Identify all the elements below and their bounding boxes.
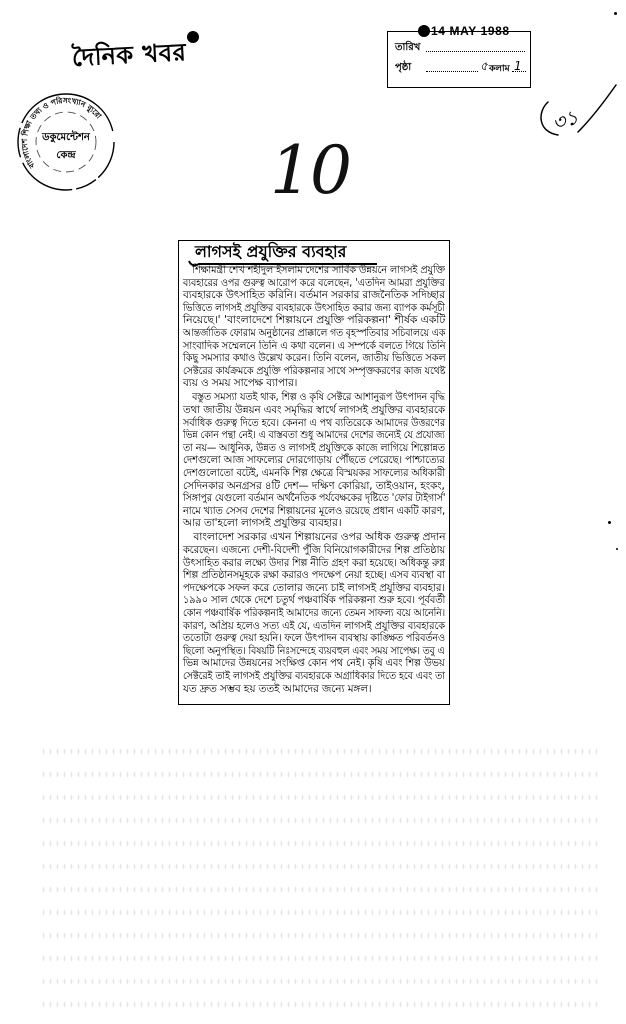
article-line: করেছেন। এজন্যে দেশী-বিদেশী পুঁজি বিনিয়োগকারীদের শিল্প প্রতিষ্ঠায় — [183, 544, 446, 557]
article-line: ভিন্ন কোন পন্থা নেই। এ বাস্তবতা শুধু আমাদের দেশের জন্যেই যে প্রযোজ্য — [183, 429, 445, 442]
article-line: আন্তর্জাতিক ফোরাম অনুষ্ঠানের প্রাক্কালে গত বৃহস্পতিবার সচিবালয়ে এক — [183, 326, 446, 339]
article-line: সিঙ্গাপুর যেগুলো বর্তমান অর্থনৈতিক পর্যবেক্ষকের দৃষ্টিতে 'ফোর টাইগার্স' — [183, 492, 446, 505]
newspaper-masthead: দৈনিক খবর — [71, 38, 187, 72]
stamp-center-line2: কেন্দ্র — [56, 150, 76, 161]
column-value: 1 — [514, 59, 522, 73]
show-through-speckle — [40, 740, 600, 1010]
article-line: যত দ্রুত সম্ভব হয় ততই আমাদের জন্যে মঙ্গল। — [183, 682, 372, 695]
article-line: ভিত্তিতে লাগসই প্রযুক্তির ব্যবহারকে উৎসাহিত করার জন্য ব্যাপক কর্মসূচী — [183, 301, 445, 314]
page-value: ৫ — [480, 59, 488, 73]
date-leader — [426, 51, 525, 52]
article-line: ততোটা গুরুত্ব দেয়া হয়নি। ফলে উৎপাদন ব্যবস্থায় কাঙ্ক্ষিত পরিবর্তনও — [183, 632, 445, 645]
scan-speck — [616, 548, 618, 550]
article-line: ভিন্ন আমাদের উন্নয়নের সংক্ষিপ্ত কোন পথ নেই। কৃষি এবং শিল্প উভয় — [183, 657, 445, 670]
filing-box — [387, 31, 531, 88]
folio-number: ৩১ — [549, 104, 582, 136]
stamp-ring-text: বাংলাদেশ শিক্ষা তথ্য ও পরিসংখ্যান ব্যুরো — [19, 95, 104, 170]
article-line: শিক্ষামন্ত্রী শেখ শহীদুল ইসলাম দেশের সার্বিক উন্নয়নে লাগসই প্রযুক্তি — [192, 264, 445, 276]
article-line: ১৯৯০ সাল থেকে দেশে চতুর্থ পঞ্চবার্ষিক পরিকল্পনা শুরু হবে। পূর্ববর্তী — [183, 594, 446, 607]
article-line: দেশগুলো আজ সাফল্যের দোরগোড়ায় পৌঁছতে পেরেছে। পাশ্চাত্যের — [183, 454, 445, 467]
documentation-centre-stamp — [16, 84, 116, 196]
article-line: বস্তুত সমস্যা যতই থাক, শিল্প ও কৃষি সেক্টরে আশানুরূপ উৎপাদন বৃদ্ধি — [192, 391, 445, 404]
article-line: ছিলো অনুপস্থিত। বিষয়টি নিঃসন্দেহে ব্যয়বহুল এবং সময় সাপেক্ষ। তবু এ — [183, 644, 445, 657]
article-line: ব্যবহারের ওপর গুরুত্ব আরোপ করে বলেছেন, 'এতদিন আমরা প্রযুক্তির — [183, 276, 445, 289]
article-clipping — [178, 240, 450, 705]
date-stamp: 14 MAY 1988 — [431, 24, 510, 38]
article-line: তা নয়— আধুনিক, উন্নত ও লাগসই প্রযুক্তিকে কাজে লাগিয়ে শিল্পোন্নত — [183, 441, 445, 454]
article-line: নামে খ্যাত সেসব দেশের শিল্পায়নের মূলেও রয়েছে প্রধান একটি কারণ, — [183, 504, 446, 517]
scan-speck — [608, 521, 611, 524]
article-title: লাগসই প্রযুক্তির ব্যবহার — [195, 242, 347, 261]
handwritten-clip-number: 10 — [270, 132, 350, 209]
article-line: তথা জাতীয় উন্নয়ন এবং সমৃদ্ধির স্বার্থে লাগসই প্রযুক্তির ব্যবহারকে — [183, 404, 445, 417]
article-line: পদক্ষেপকে সফল করে তোলার জন্যে চাই লাগসই প্রযুক্তির ব্যবহার। — [183, 581, 445, 594]
article-line: কোন পঞ্চবার্ষিক পরিকল্পনাই আমাদের জন্যে তেমন সাফল্য বয়ে আনেনি। — [183, 607, 446, 620]
article-line: কারণ, অপ্রিয় হলেও সত্য এই যে, এতদিন লাগসই প্রযুক্তির ব্যবহারকে — [183, 619, 446, 632]
column-label: কলাম — [489, 64, 510, 74]
article-line: ব্যয় ও সময় সাপেক্ষ ব্যাপার। — [183, 377, 298, 390]
article-line: দেশগুলোতো বটেই, এমনকি শিল্প ক্ষেত্রে বিস্ময়কর সাফল্যের অধিকারী — [183, 467, 446, 479]
stamp-center-line1: ডকুমেন্টেশন — [42, 132, 90, 143]
ink-dot — [187, 31, 199, 43]
article-line: আর তা'হলো লাগসই প্রযুক্তির ব্যবহার। — [183, 517, 342, 530]
article-line: সেদিনকার অনগ্রসর ৪টি দেশ— দক্ষিণ কোরিয়া, তাইওয়ান, হংকং, — [183, 479, 445, 492]
article-line: ব্যবহারকে উৎসাহিত করিনি। বর্তমান সরকার রাজনৈতিক সদিচ্ছার — [183, 289, 445, 302]
article-line: উৎসাহিত করার লক্ষ্যে উদার শিল্প নীতি গ্রহণ করা হয়েছে। অধিকন্তু রুগ্ন — [183, 556, 445, 569]
article-paragraph — [183, 531, 445, 695]
article-line: কিছু সমস্যার কথাও উল্লেখ করেন। তিনি বলেন, জাতীয় ভিত্তিতে সকল — [183, 352, 446, 365]
article-line: সর্বাধিক গুরুত্ব দিতে হবে। কেননা এ পথ ব্যতিরেকে আমাদের উত্তরণের — [183, 416, 446, 429]
article-body — [183, 264, 445, 695]
article-line: সাংবাদিক সম্মেলনে তিনি এ কথা বলেন। এ সম্পর্কে বলতে গিয়ে তিনি — [183, 339, 446, 352]
scan-speck — [614, 12, 617, 15]
date-stamp-dot — [418, 25, 430, 37]
article-paragraph — [183, 391, 445, 530]
article-line: শিল্প প্রতিষ্ঠানসমূহকে রক্ষা করারও পদক্ষেপ নেয়া হচ্ছে। এসব ব্যবস্থা বা — [183, 569, 445, 582]
article-line: বাংলাদেশ সরকার এখন শিল্পায়নের ওপর অধিক গুরুত্ব প্রদান — [193, 531, 446, 544]
article-paragraph — [183, 264, 445, 390]
page-label: পৃষ্ঠা — [395, 62, 412, 73]
handwritten-folio — [528, 80, 620, 142]
date-label: তারিখ — [395, 42, 421, 53]
article-line: সেক্টরের কার্যক্রমকে প্রযুক্তি পরিকল্পনার সাথে সম্পৃক্তকরণের কাজ যথেষ্ট — [183, 364, 446, 377]
article-line: সেক্টরেই তাই লাগসই প্রযুক্তির ব্যবহারকে অগ্রাধিকার দিতে হবে এবং তা — [183, 670, 445, 682]
article-line: নিয়েছে।' 'বাংলাদেশে শিল্পায়নে প্রযুক্তি পরিকল্পনা' শীর্ষক একটি — [183, 314, 446, 327]
page-leader — [426, 71, 478, 72]
